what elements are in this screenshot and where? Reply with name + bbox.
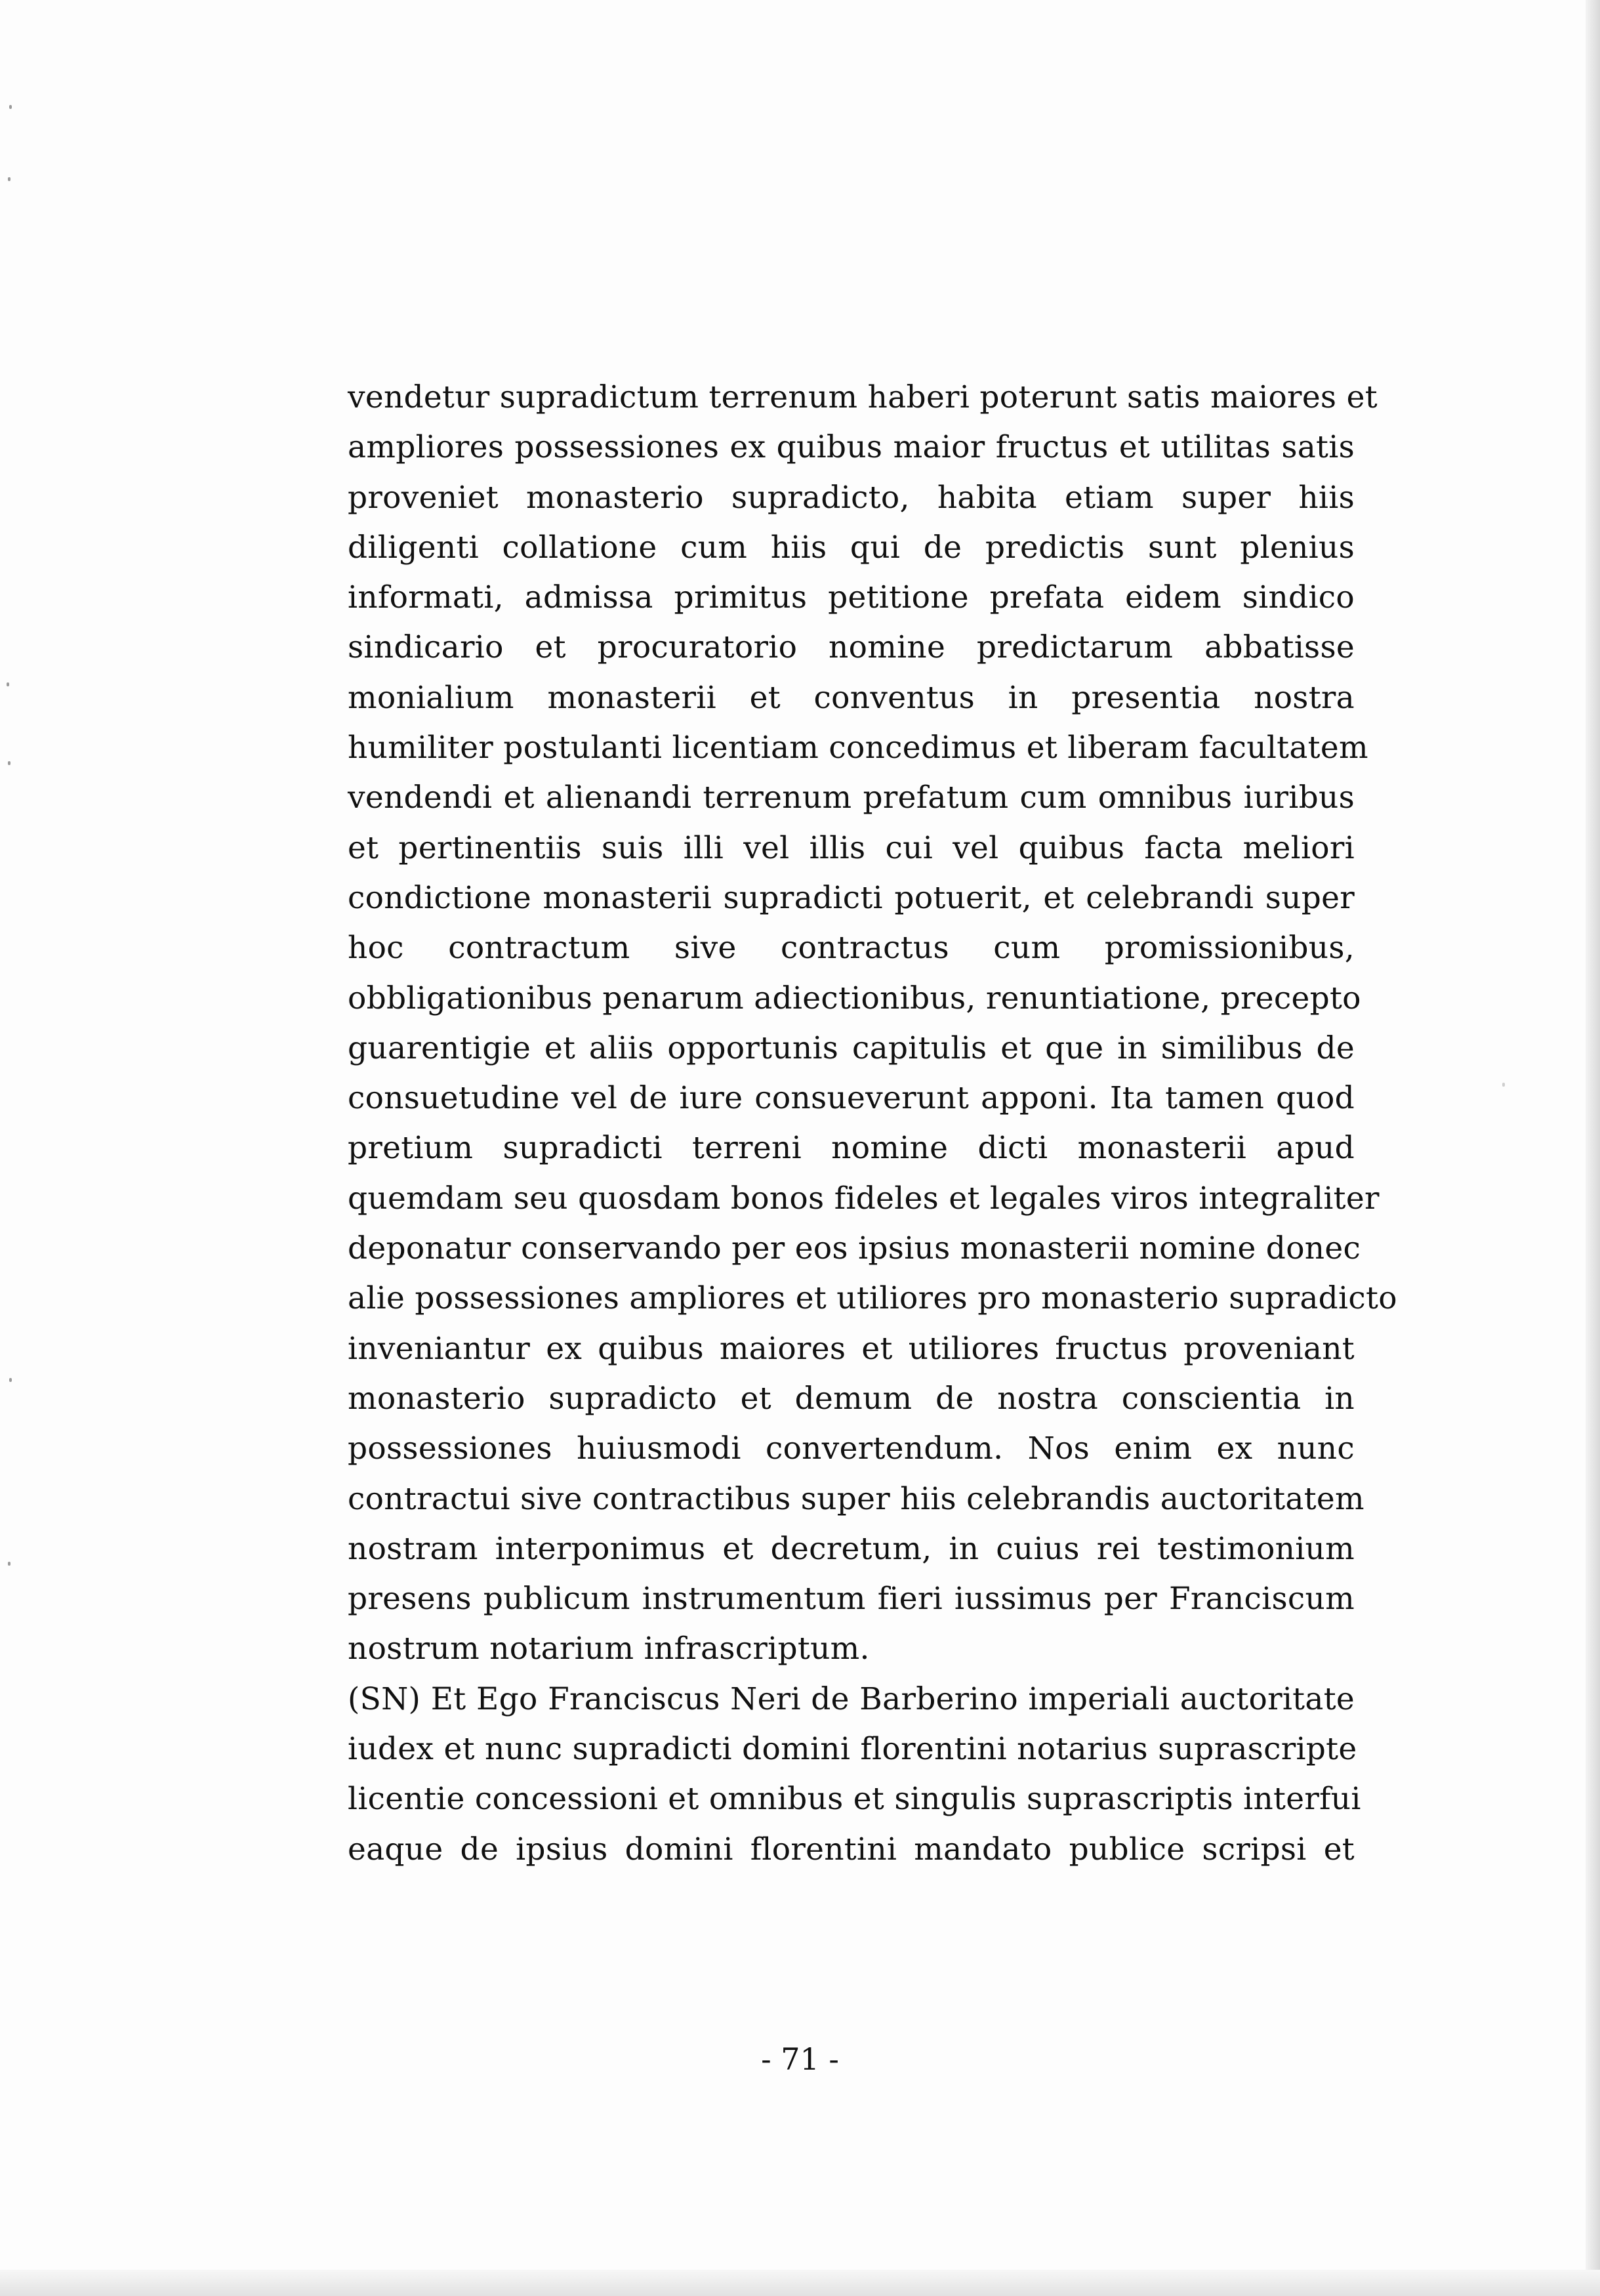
text-line: nostram interponimus et decretum, in cuius rei testimonium [348,1530,1355,1567]
text-line: monasterio supradicto et demum de nostra conscientia in [348,1380,1355,1417]
scan-speck [8,761,10,765]
page-edge-shadow-bottom [0,2270,1600,2296]
text-line: vendetur supradictum terrenum haberi poterunt satis maiores et [348,379,1378,415]
scan-speck [9,1378,12,1382]
body-text [348,373,1397,1875]
text-line: proveniet monasterio supradicto, habita etiam super hiis [348,479,1355,516]
text-line: guarentigie et aliis opportunis capitulis et que in similibus de [348,1030,1355,1066]
text-line: diligenti collatione cum hiis qui de predictis sunt plenius [348,529,1355,566]
text-line: humiliter postulanti licentiam concedimus et liberam facultatem [348,730,1368,766]
scan-speck [8,1562,10,1566]
text-line: consuetudine vel de iure consueverunt apponi. Ita tamen quod [348,1080,1355,1117]
scan-speck [8,177,10,181]
text-line: hoc contractum sive contractus cum promissionibus, [348,930,1355,967]
text-line: (SN) Et Ego Franciscus Neri de Barberino imperiali auctoritate [348,1680,1355,1717]
page-number: - 71 - [761,2041,839,2077]
text-line: et pertinentiis suis illi vel illis cui vel quibus facta meliori [348,829,1355,866]
text-line: inveniantur ex quibus maiores et utiliores fructus proveniant [348,1330,1355,1367]
text-line: obbligationibus penarum adiectionibus, renuntiatione, precepto [348,980,1361,1016]
text-line: alie possessiones ampliores et utiliores pro monasterio supradicto [348,1280,1397,1317]
text-line: eaque de ipsius domini florentini mandato publice scripsi et [348,1831,1355,1868]
text-line: nostrum notarium infrascriptum. [348,1631,870,1667]
page-edge-shadow-right [1586,0,1600,2296]
text-line: ampliores possessiones ex quibus maior fructus et utilitas satis [348,429,1355,466]
scan-speck [1502,1083,1505,1087]
text-line: iudex et nunc supradicti domini florentini notarius suprascripte [348,1731,1357,1768]
text-line: condictione monasterii supradicti potuerit, et celebrandi super [348,879,1355,916]
text-line: possessiones huiusmodi convertendum. Nos enim ex nunc [348,1430,1355,1467]
text-line: licentie concessioni et omnibus et singulis suprascriptis interfui [348,1781,1361,1818]
text-line: presens publicum instrumentum fieri iussimus per Franciscum [348,1581,1355,1618]
text-line: contractui sive contractibus super hiis celebrandis auctoritatem [348,1480,1364,1517]
text-line: pretium supradicti terreni nomine dicti monasterii apud [348,1130,1355,1167]
text-line: quemdam seu quosdam bonos fideles et legales viros integraliter [348,1180,1380,1217]
text-line: deponatur conservando per eos ipsius monasterii nomine donec [348,1230,1361,1267]
text-line: monialium monasterii et conventus in presentia nostra [348,679,1355,716]
scan-speck [9,105,12,109]
text-line: sindicario et procuratorio nomine predictarum abbatisse [348,629,1355,666]
text-line: vendendi et alienandi terrenum prefatum cum omnibus iuribus [348,780,1355,816]
scan-speck [7,682,9,686]
text-line: informati, admissa primitus petitione prefata eidem sindico [348,579,1355,616]
